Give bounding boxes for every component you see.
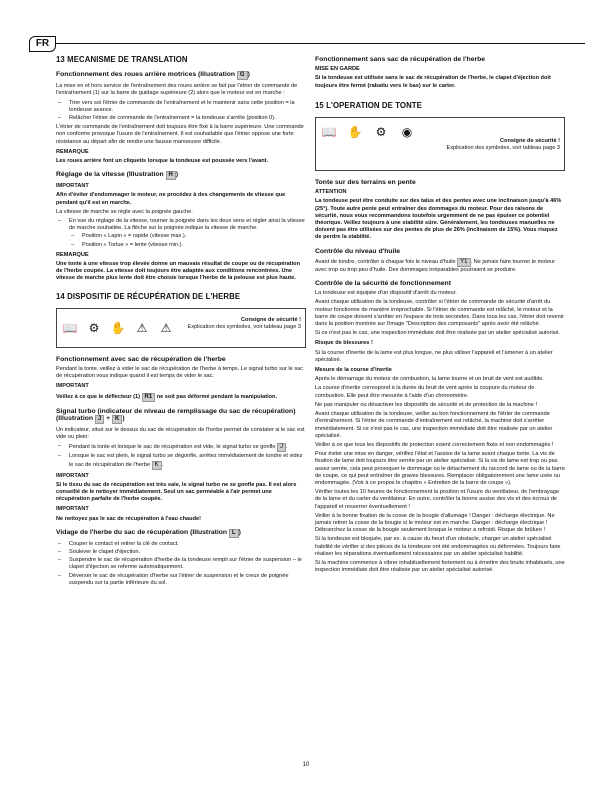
heading-text-end: ) — [175, 171, 179, 179]
paragraph: La tondeuse est équipée d'un dispositif d'arrêt du moteur. — [315, 290, 457, 297]
heading-text: Réglage de la vitesse (Illustration — [56, 171, 166, 179]
oil-heading: Contrôle du niveau d'huile — [315, 247, 401, 255]
list-subitem: – Position « Tortue » = lente (vitesse min.). — [56, 242, 306, 249]
important-label: IMPORTANT — [56, 183, 89, 190]
paragraph: Veiller à ce que tous les dispositifs de protection soient correctement fixés et non endommagés ! — [315, 441, 554, 448]
warning-person-icon: ⚠ — [136, 320, 148, 335]
mower-icon: ⚙ — [375, 125, 387, 140]
paragraph: Veiller à la bonne fixation de la cosse de la bougie d'allumage ! Danger : décharge électrique. Ne jamais retirer la cosse de la bougie si le moteur est en marche. Danger : décharge électrique ! Débranchez la cosse de la bougie seulement lorsque le moteur a refroidi. Risque de brûlure ! — [315, 512, 555, 534]
list-item: – Relâcher l'étrier de commande de l'entraînement = la tondeuse s'arrête (position 0). — [56, 115, 306, 122]
paragraph: Pour éviter une mise en danger, vérifiez l'état et l'assise de la lame avant chaque tonte. La vis de fixation de lame doit toujours être serrée par un atelier spécialisé. Si la vis de lame est trop ou pas assez serrée, cela peut provoquer le dommage ou le détachement du raccord de lame ou de la barre de coupe, ce qui peut entraîner de graves blessures. Remplacer obligatoirement une lame usée ou endommagée. (Voir à ce propos le chapitre « Entretien de la barre de coupe »). — [315, 451, 566, 486]
list-item: – Déverser le sac de récupération d'herbe sur l'étrier de suspension et le creux de poignée suspendu sur la partie inférieure du sol. — [56, 573, 306, 587]
text-part-end: . Ne jamais faire tourner le moteur avec trop ou trop peu d'huile. Des dommages irréparables pourraient se produire. — [315, 258, 556, 273]
paragraph: Si la tondeuse est bloquée, par ex. à cause du heurt d'un obstacle, charger un atelier spécialisé habilité de vérifier si des pièces de la tondeuse ont été endommagées ou déformées. Toujours faire réaliser les réparations éventuellement nécessaires par un atelier spécialisé habilité. — [315, 536, 561, 557]
paragraph: Ne pas manipuler ou désactiver les dispositifs de sécurité et de protection de la machine ! — [315, 401, 538, 408]
text-part: Pendant la tonte et lorsque le sac de récupération est vide, le signal turbo se gonfle — [69, 444, 278, 451]
safety-note: Explication des symboles, voir tableau page 3 — [446, 145, 560, 152]
paragraph: Si la machine commence à vibrer inhabituellement fortement ou à émettre des bruits inhabituels, une inspection immédiate doit être réalisée par un atelier spécialisé autorisé. — [315, 559, 565, 574]
heading-text-end: ) — [238, 528, 241, 536]
list-item: – Soulever le clapet d'éjection. — [56, 549, 306, 556]
list-item: – Tirer vers soi l'étrier de commande de l'entraînement et le maintenir sans cette position = la tondeuse avance. — [56, 100, 306, 114]
illustration-tag-j: J — [277, 443, 286, 452]
paragraph: L'étrier de commande de l'entraînement doit toujours être fixé à la barre supérieure. Une commande non conforme provoque l'usure de l'entraînement. Il est souhaitable que l'étrier oppose une forte résistance au départ afin de rendre une fausse manoeuvre difficile. — [56, 124, 304, 145]
section-13-title: 13 MECANISME DE TRANSLATION — [56, 55, 188, 64]
hand-blade-icon: ✋ — [110, 320, 126, 335]
safety-title: Consigne de sécurité ! — [241, 316, 301, 323]
safety-check-heading: Contrôle de la sécurité de fonctionnement — [315, 280, 451, 288]
important-label: IMPORTANT — [56, 383, 89, 390]
remark-text: Une tonte à une vitesse trop élevée donne un mauvais résultat de coupe ou de récupération de l'herbe coupée. La vitesse doit toujours être adaptée aux conditions rencontrées. Une vitesse de marche plus lente doit être choisie lorsque l'herbe de la pelouse est plus haute. — [56, 261, 301, 282]
list-item — [56, 453, 306, 469]
important-text: Ne nettoyez pas le sac de récupération à l'eau chaude! — [56, 515, 201, 522]
remark-label: REMARQUE — [56, 251, 89, 258]
important-label: IMPORTANT — [56, 472, 89, 479]
paragraph: Après le démarrage du moteur de combustion, la lame tourne et un bruit de vent est audible. — [315, 376, 544, 383]
page-number: 10 — [302, 762, 310, 768]
safety-text-block — [188, 317, 302, 331]
text-part-end: . — [286, 444, 288, 451]
paragraph: Si la course d'inertie de la lame est plus longue, ne plus utiliser l'appareil et l'amener à un atelier spécialisé. — [315, 349, 553, 363]
paragraph — [315, 258, 565, 274]
important-text: Afin d'éviter d'endommager le moteur, ne procédez à des changements de vitesse que pendant qu'il est en marche. — [56, 192, 286, 206]
paragraph: Si ce n'est pas le cas, une inspection immédiate doit être réalisée par un atelier spécialisé autorisé. — [315, 330, 561, 337]
list-item: – En vue du réglage de la vitesse, tourner la poignée dans les deux sens et régler ainsi la vitesse de marche souhaitée. La flèche sur la poignée indique la vitesse de marche. — [56, 218, 306, 232]
paragraph: Vérifier toutes les 10 heures de fonctionnement la position et l'usure du ventilateur, de l'embrayage de la lame et du carter du ventilateur. En outre, contrôler la bonne assise des vis et des écrous de l'appareil et resserrer éventuellement ! — [315, 489, 560, 510]
list — [56, 218, 306, 249]
book-icon: 📖 — [62, 320, 78, 335]
attention-label: ATTENTION — [315, 189, 347, 196]
bag-heading: Fonctionnement avec sac de récupération de l'herbe — [56, 355, 226, 363]
paragraph: La mise en et hors service de l'entraînement des roues arrière se fait par l'étrier de commande de l'entraînement (1) sur la barre de guidage supérieure (2) alors que le moteur est en marche : — [56, 83, 298, 97]
warning-label: MISE EN GARDE — [315, 66, 360, 73]
safety-box — [56, 308, 306, 348]
ear-protection-icon: ◉ — [401, 125, 413, 140]
safety-box — [315, 117, 565, 171]
heading-plus: + — [104, 414, 112, 422]
illustration-tag-g: G — [237, 71, 248, 80]
list — [56, 443, 306, 469]
paragraph: Pendant la tonte, veillez à vider le sac de récupération de l'herbe à temps. Le signal turbo sur le sac de récupération vous indique quand il est temps de vider le sac. — [56, 366, 304, 380]
text-part: Veillez à ce que le déflecteur (1) — [56, 393, 142, 400]
heading-text-end: ) — [122, 414, 125, 422]
warning-slope-icon: ⚠ — [160, 320, 172, 335]
safety-title: Consigne de sécurité ! — [500, 138, 560, 145]
list-item: – Couper le contact et retirer la clé de contact. — [56, 541, 306, 548]
inertia-label: Mesure de la course d'inertie — [315, 367, 392, 374]
mower-icon: ⚙ — [88, 320, 100, 335]
remark-label: REMARQUE — [56, 148, 89, 155]
safety-icons — [57, 320, 175, 336]
list-subitem: – Position « Lapin » = rapide (vitesse max.). — [56, 233, 306, 240]
left-column — [56, 56, 306, 589]
section-15-title: 15 L'OPERATION DE TONTE — [315, 100, 422, 110]
important-text — [56, 393, 306, 402]
safety-text-block — [447, 138, 561, 152]
illustration-tag-l: L — [229, 529, 239, 538]
risk-label: Risque de blessures ! — [315, 340, 373, 347]
emptying-list — [56, 541, 306, 587]
heading-text: Signal turbo (indicateur de niveau de remplissage du sac de récupération) (Illustration — [56, 407, 296, 422]
illustration-tag-k: K — [152, 461, 162, 470]
list-item — [56, 443, 306, 452]
heading-text: Fonctionnement des roues arrière motrices (Illustration — [56, 71, 237, 79]
section-14-title: 14 DISPOSITIF DE RÉCUPÉRATION DE L'HERBE — [56, 291, 241, 301]
heading-text-end: ) — [247, 71, 250, 79]
text-part: Avant de tondre, contrôler à chaque fois le niveau d'huile — [315, 258, 458, 265]
header-rule — [56, 43, 585, 44]
language-label: FR — [35, 38, 50, 49]
paragraph: Avant chaque utilisation de la tondeuse, veiller au bon fonctionnement de l'étrier de commande d'entraînement. Si l'étrier de commande d'entraînement est relâché, la machine doit s'arrêter immédiatement. Si ce n'est pas le cas, une inspection immédiate doit être réalisée par un atelier spécialisé. — [315, 411, 553, 439]
paragraph: La vitesse de marche se règle avec la poignée gauche. — [56, 208, 193, 215]
speed-heading — [56, 171, 306, 180]
text-part: Lorsque le sac est plein, le signal turbo se dégonfle, arrêtez immédiatement de tondre et videz le sac de récupération de l'herbe — [69, 453, 303, 468]
rear-wheels-heading — [56, 71, 306, 80]
illustration-tag-k: K — [112, 415, 122, 424]
illustration-tag-y1: Y1 — [457, 258, 470, 267]
important-label: IMPORTANT — [56, 506, 89, 513]
language-tab — [29, 36, 56, 52]
important-text: Si le tissu du sac de récupération est très sale, le signal turbo ne se gonfle pas. Il est alors conseillé de le nettoyer immédiatement. Seul un sac perméable à l'air permet une récupération parfaite de l'herbe coupée. — [56, 481, 297, 503]
illustration-tag-j: J — [95, 415, 104, 424]
turbo-heading — [56, 408, 306, 424]
text-part-end: ne soit pas déformé pendant la manipulation. — [155, 393, 278, 400]
warning-text: Si la tondeuse est utilisée sans le sac de récupération de l'herbe, le clapet d'éjection doit toujours être fermé (rabattu vers le bas) sur le carter. — [315, 75, 551, 89]
list — [56, 100, 306, 123]
hand-blade-icon: ✋ — [347, 125, 363, 140]
remark-text: Les roues arrière font un cliquetis lorsque la tondeuse est poussée vers l'avant. — [56, 158, 269, 165]
safety-note: Explication des symboles, voir tableau page 3 — [187, 323, 301, 330]
illustration-tag-r1: R1 — [142, 393, 156, 402]
text-part-end: . — [161, 461, 164, 468]
slope-heading: Tonte sur des terrains en pente — [315, 179, 416, 187]
book-icon: 📖 — [321, 125, 337, 140]
list-item: – Suspendre le sac de récupération d'herbe de la tondeuse rempli sur l'étrier de suspension – le clapet d'éjection se referme automatiquement. — [56, 557, 306, 571]
paragraph: Avant chaque utilisation de la tondeuse, contrôler si l'étrier de commande de sécurité d'arrêt du moteur fonctionne de manière irréprochable. Si l'étrier de commande est relâché, le moteur et la barre de coupe doivent s'arrêter en l'espace de trois secondes. Dans tous les cas, l'étrier doit revenir dans la position montrée sur l'image "Description des composants" après avoir été relâché. — [315, 299, 564, 328]
attention-text: La tondeuse peut être conduite sur des talus et des pentes avec une inclinaison jusqu'à 46% (25°). Toute autre pente peut entraîner des dommages du moteur. Pour des raisons de sécurité, nous vous recommandons toutefois urgemment de ne pas épuiser ce potentiel théorique. Veillez toujours à une stabilité sûre. Généralement, les tondeuses manuelles ne doivent pas être utilisées sur des pentes de plus de 26% (inclinaison de 15%). Vous risquez de perdre la stabilité. — [315, 198, 562, 241]
nobag-heading: Fonctionnement sans sac de récupération de l'herbe — [315, 56, 486, 63]
right-column — [315, 56, 565, 576]
paragraph: La course d'inertie correspond à la durée du bruit de vent après la coupure du moteur de combustion. Elle peut être mesurée à l'aide d'un chronomètre. — [315, 385, 535, 399]
safety-icons — [320, 124, 416, 140]
emptying-heading — [56, 529, 306, 538]
heading-text: Vidage de l'herbe du sac de récupération (Illustration — [56, 528, 229, 536]
illustration-tag-h: H — [166, 171, 176, 180]
paragraph: Un indicateur, situé sur le dessus du sac de récupération de l'herbe permet de constater si le sac est vide ou plein: — [56, 426, 305, 441]
